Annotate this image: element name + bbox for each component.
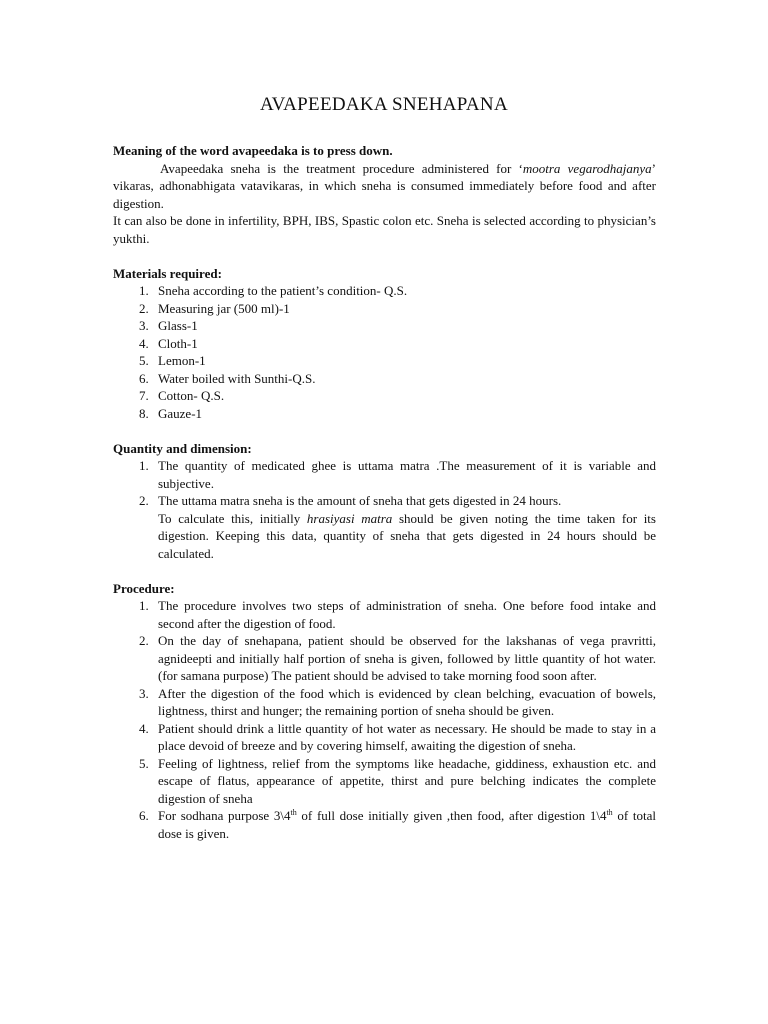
list-text: The procedure involves two steps of administration of sneha. One before food intake and second after the digestion of food.: [158, 598, 656, 631]
list-number: 5.: [139, 755, 149, 771]
dose-text-a: For sodhana purpose 3\4: [158, 808, 291, 823]
list-item: [113, 405, 656, 423]
meaning-heading: Meaning of the word avapeedaka is to press down.: [113, 143, 393, 158]
procedure-heading: Procedure:: [113, 580, 175, 596]
list-text: Sneha according to the patient’s condition- Q.S.: [158, 283, 408, 298]
list-number: 1.: [139, 283, 149, 298]
quantity-sub-italic: hrasiyasi matra: [306, 510, 393, 526]
list-item: [113, 632, 656, 685]
list-item: [113, 492, 656, 510]
list-text: Measuring jar (500 ml)-1: [158, 300, 290, 316]
list-text: After the digestion of the food which is evidenced by clean belching, evacuation of bowels, lightness, thirst and hunger; the remaining portion of sneha should be given.: [158, 685, 656, 718]
list-text: Lemon-1: [158, 353, 206, 368]
list-item: [113, 685, 656, 720]
list-number: 8.: [139, 405, 149, 421]
list-text: The quantity of medicated ghee is uttama matra .The measurement of it is variable and subjective.: [158, 458, 656, 491]
quantity-sub-b: should be given noting the time taken for its digestion. Keeping this data, quantity of sneha that gets digested in 24 hours should be calculated.: [158, 510, 656, 561]
list-text: Cloth-1: [158, 335, 198, 351]
list-item: [113, 300, 656, 318]
list-number: 2.: [139, 493, 149, 508]
list-item: [113, 597, 656, 632]
list-item: [113, 807, 656, 842]
meaning-paragraph: [113, 160, 656, 213]
list-text: Patient should drink a little quantity of hot water as necessary. He should be made to stay in a place devoid of breeze and by covering himself, awaiting the digestion of sneha.: [158, 720, 656, 753]
procedure-list: [113, 597, 656, 842]
list-item: [113, 352, 656, 370]
list-item: [113, 282, 656, 300]
list-text: Gauze-1: [158, 405, 203, 421]
quantity-list: [113, 457, 656, 510]
list-text: Water boiled with Sunthi-Q.S.: [158, 370, 316, 386]
list-text: Feeling of lightness, relief from the symptoms like headache, giddiness, exhaustion etc. and escape of flatus, appearance of appetite, thirst and pure belching indicates the complete digestion of sneha: [158, 755, 656, 806]
dose-text-b: of full dose initially given ,then food, after digestion 1\4: [296, 808, 607, 823]
section-gap: [113, 422, 656, 440]
document-body: [113, 142, 656, 842]
list-number: 2.: [139, 633, 149, 648]
list-item: [113, 387, 656, 405]
list-text: On the day of snehapana, patient should be observed for the lakshanas of vega pravritti, agnideepti and initially half portion of sneha is given, followed by little quantity of hot water.(for samana purpose) The patient should be advised to take morning food soon after.: [158, 633, 656, 683]
meaning-text-b: ’ vikaras, adhonabhigata vatavikaras, in which sneha is consumed immediately before food and after digestion.: [113, 160, 656, 211]
list-item: [113, 755, 656, 808]
list-number: 6.: [139, 808, 149, 823]
list-number: 3.: [139, 318, 149, 333]
quantity-heading: Quantity and dimension:: [113, 440, 252, 456]
list-number: 6.: [139, 370, 149, 386]
list-number: 4.: [139, 335, 149, 351]
list-number: 2.: [139, 300, 149, 316]
list-item: [113, 335, 656, 353]
list-number: 5.: [139, 353, 149, 368]
meaning-text-a: Avapeedaka sneha is the treatment procedure administered for ‘: [160, 160, 523, 176]
list-item: [113, 317, 656, 335]
meaning-text-italic: mootra vegarodhajanya: [522, 160, 652, 176]
quantity-sub-a: To calculate this, initially: [158, 510, 307, 526]
list-number: 4.: [139, 720, 149, 736]
dose-text-c: of total dose is given.: [158, 808, 656, 841]
list-number: 1.: [139, 598, 149, 613]
list-item: [113, 370, 656, 388]
list-text: Glass-1: [158, 318, 198, 333]
list-number: 1.: [139, 458, 149, 473]
list-text: [158, 807, 656, 842]
superscript-th: th: [290, 808, 297, 817]
materials-heading: Materials required:: [113, 265, 222, 281]
superscript-th: th: [606, 808, 613, 817]
materials-list: [113, 282, 656, 422]
section-gap: [113, 247, 656, 265]
quantity-sub-paragraph: [113, 510, 656, 563]
page-title: AVAPEEDAKA SNEHAPANA: [260, 94, 508, 115]
meaning-paragraph-2: It can also be done in infertility, BPH, IBS, Spastic colon etc. Sneha is selected according to physician’s yukthi.: [113, 213, 656, 246]
list-number: 7.: [139, 388, 149, 403]
list-item: [113, 457, 656, 492]
list-number: 3.: [139, 685, 149, 701]
list-item: [113, 720, 656, 755]
section-gap: [113, 562, 656, 580]
list-text: Cotton- Q.S.: [158, 388, 225, 403]
list-text: The uttama matra sneha is the amount of sneha that gets digested in 24 hours.: [158, 493, 562, 508]
